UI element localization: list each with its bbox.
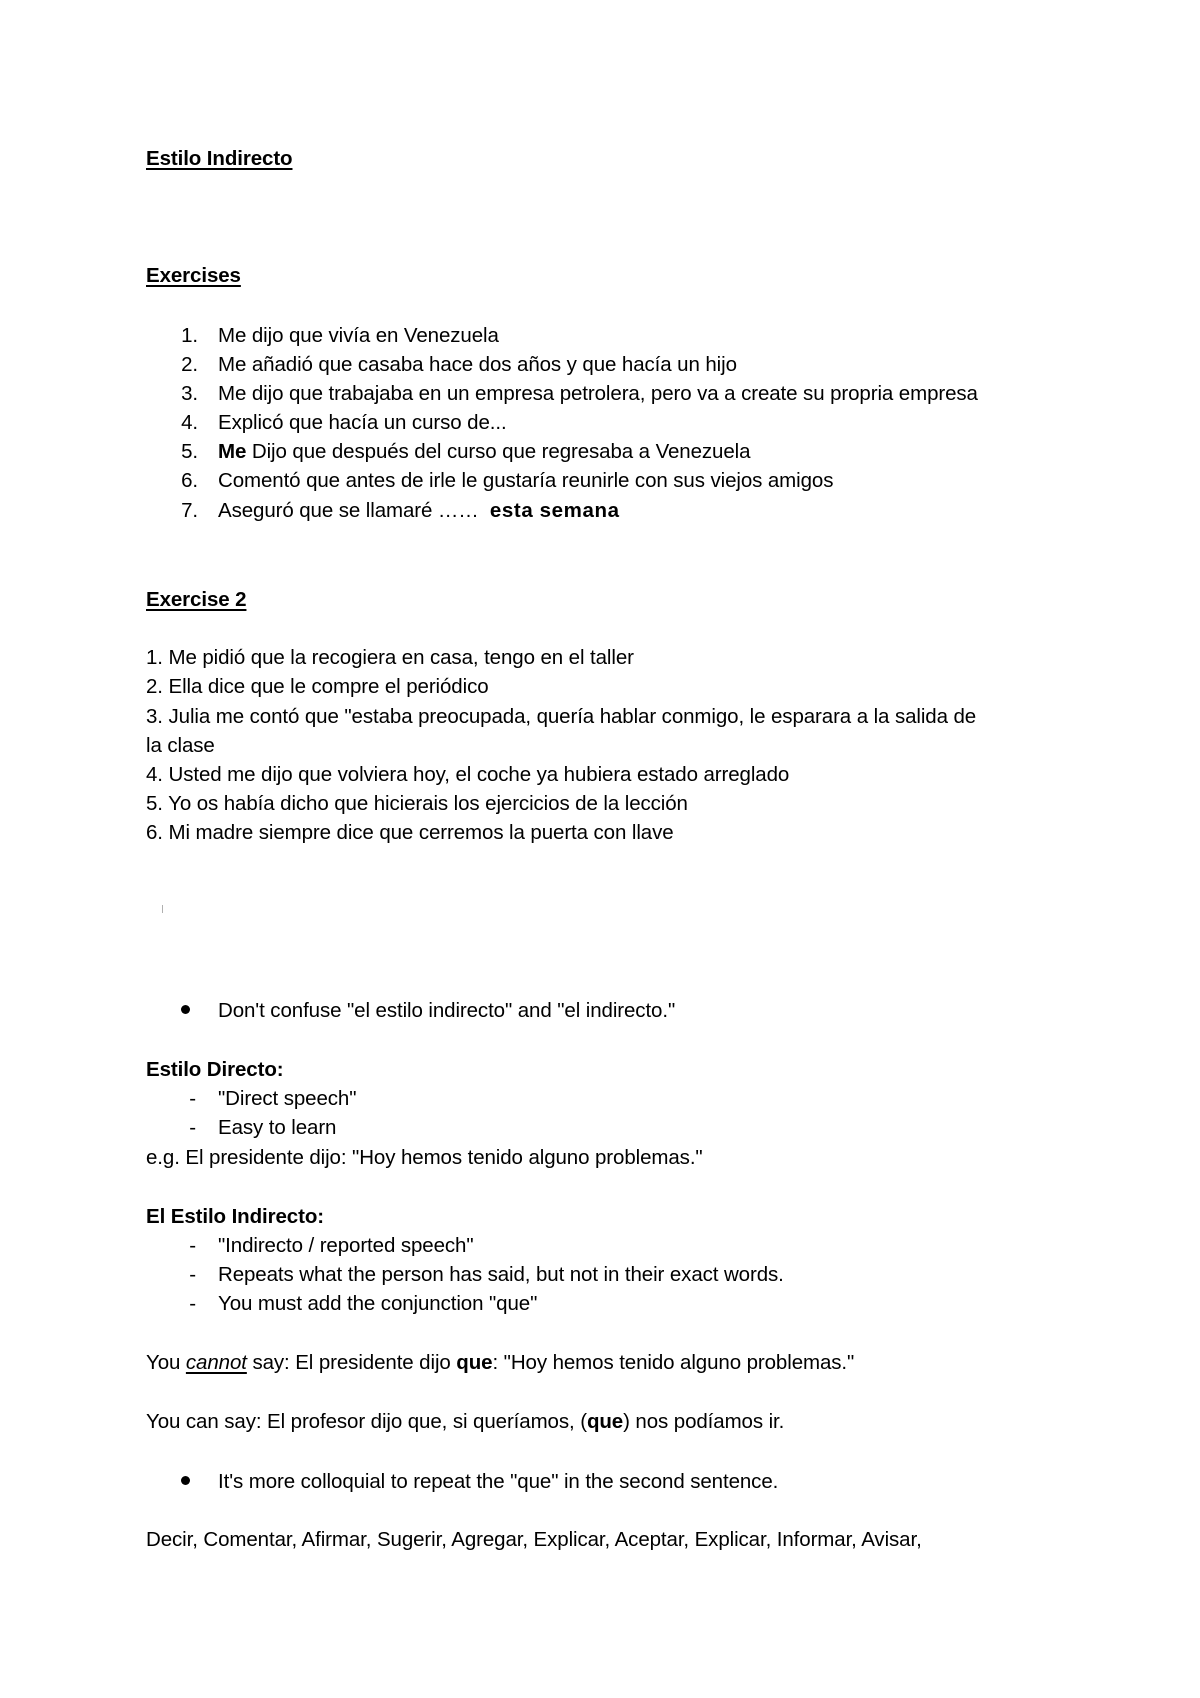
list-number: 2. — [181, 353, 198, 376]
stray-mark — [162, 905, 163, 913]
list-item-text: Me dijo que vivía en Venezuela — [218, 324, 499, 347]
bullet-icon — [181, 1005, 190, 1014]
bold-prefix: Me — [218, 440, 247, 463]
list-number: 5. — [181, 440, 198, 463]
list-item-text: Dijo que después del curso que regresaba a Venezuela — [246, 440, 751, 463]
dash-item-text: Repeats what the person has said, but not in their exact words. — [218, 1263, 784, 1286]
exercise2-line: 5. Yo os había dicho que hicierais los ejercicios de la lección — [146, 792, 688, 815]
exercise2-line: la clase — [146, 734, 215, 757]
list-number: 7. — [181, 499, 198, 522]
list-item-text: Comentó que antes de irle le gustaría reunirle con sus viejos amigos — [218, 469, 834, 492]
dash-item — [146, 1234, 474, 1258]
list-item-text: Aseguró que se llamaré …… — [218, 499, 490, 522]
bullet-item — [146, 1470, 778, 1494]
dash-item-text: Easy to learn — [218, 1116, 337, 1139]
list-item — [146, 440, 750, 464]
dash-item — [146, 1087, 356, 1111]
list-item-text: Explicó que hacía un curso de... — [218, 411, 507, 434]
verbs-line: Decir, Comentar, Afirmar, Sugerir, Agregar, Explicar, Aceptar, Explicar, Informar, Avisar, — [146, 1528, 922, 1551]
exercise2-line: 2. Ella dice que le compre el periódico — [146, 675, 489, 698]
bullet-text: Don't confuse "el estilo indirecto" and "el indirecto." — [218, 999, 676, 1022]
dash-item-text: You must add the conjunction "que" — [218, 1292, 538, 1315]
list-item-text: Me añadió que casaba hace dos años y que hacía un hijo — [218, 353, 737, 376]
list-number: 4. — [181, 411, 198, 434]
list-item — [146, 324, 499, 348]
sentence-suffix: ) nos podíamos ir. — [623, 1410, 785, 1433]
indirecto-heading: El Estilo Indirecto: — [146, 1205, 324, 1228]
dash-item — [146, 1263, 784, 1287]
list-item — [146, 469, 833, 493]
list-number: 3. — [181, 382, 198, 405]
exercise2-line: 3. Julia me contó que "estaba preocupada, quería hablar conmigo, le esparara a la salida de — [146, 705, 977, 728]
list-item-text: Me dijo que trabajaba en un empresa petrolera, pero va a create su propria empresa — [218, 382, 978, 405]
bullet-item — [146, 999, 675, 1023]
dash-item — [146, 1116, 336, 1140]
sentence-prefix: You can say: El profesor dijo que, si queríamos, ( — [146, 1410, 587, 1433]
sentence-middle: say: El presidente dijo — [246, 1351, 457, 1374]
bullet-text: It's more colloquial to repeat the "que" in the second sentence. — [218, 1470, 779, 1493]
list-item — [146, 411, 507, 435]
cannot-sentence — [146, 1351, 854, 1375]
dash-item — [146, 1292, 537, 1316]
emphasis-cannot: cannot — [185, 1351, 247, 1374]
document-title: Estilo Indirecto — [146, 147, 293, 170]
dash-icon: - — [189, 1087, 196, 1110]
sentence-prefix: You — [146, 1351, 186, 1374]
exercises-heading: Exercises — [146, 264, 241, 287]
dash-icon: - — [189, 1292, 196, 1315]
dash-icon: - — [189, 1263, 196, 1286]
bold-que: que — [586, 1410, 624, 1433]
bullet-icon — [181, 1476, 190, 1485]
directo-example: e.g. El presidente dijo: "Hoy hemos tenido alguno problemas." — [146, 1146, 703, 1169]
bold-que: que — [456, 1351, 493, 1374]
can-sentence — [146, 1410, 784, 1434]
list-number: 1. — [181, 324, 198, 347]
dash-item-text: "Direct speech" — [218, 1087, 357, 1110]
sentence-suffix: : "Hoy hemos tenido alguno problemas." — [492, 1351, 855, 1374]
directo-heading: Estilo Directo: — [146, 1058, 284, 1081]
dash-icon: - — [189, 1116, 196, 1139]
list-number: 6. — [181, 469, 198, 492]
bold-suffix: esta semana — [489, 499, 620, 522]
exercise2-line: 4. Usted me dijo que volviera hoy, el coche ya hubiera estado arreglado — [146, 763, 790, 786]
exercise2-line: 6. Mi madre siempre dice que cerremos la puerta con llave — [146, 821, 674, 844]
exercise2-line: 1. Me pidió que la recogiera en casa, tengo en el taller — [146, 646, 634, 669]
list-item — [146, 382, 978, 406]
list-item — [146, 353, 737, 377]
list-item — [146, 499, 620, 523]
dash-icon: - — [189, 1234, 196, 1257]
exercise2-heading: Exercise 2 — [146, 588, 247, 611]
dash-item-text: "Indirecto / reported speech" — [218, 1234, 474, 1257]
